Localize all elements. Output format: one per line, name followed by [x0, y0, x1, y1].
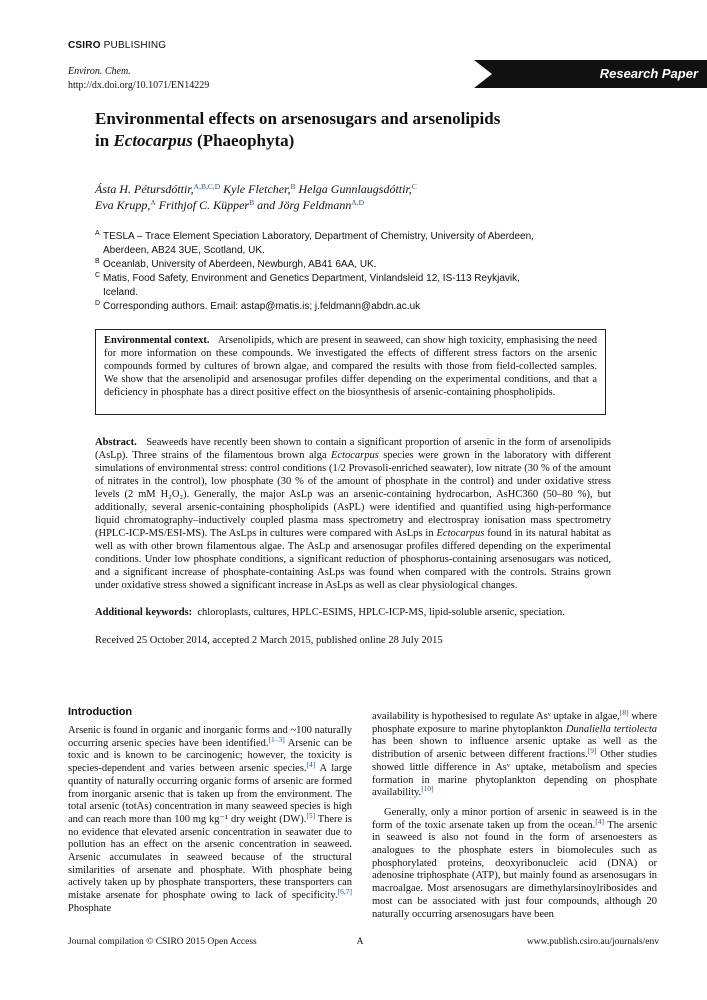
publisher-logo [68, 40, 166, 51]
affiliation-item [95, 258, 615, 272]
section-heading: Introduction [68, 706, 133, 718]
affiliation-line: TESLA – Trace Element Speciation Laboratory, Department of Chemistry, University of Aberdeen, [103, 231, 534, 242]
citation-link[interactable]: [4] [306, 760, 316, 770]
title-line-1: Environmental effects on arsenosugars and arsenolipids [95, 109, 501, 128]
affiliation-mark: A [95, 230, 100, 237]
affiliation-marker[interactable]: C [411, 182, 417, 191]
affiliation-line: Corresponding authors. Email: astap@matis.is; j.feldmann@abdn.ac.uk [103, 301, 421, 312]
citation-link[interactable]: [9] [587, 746, 597, 756]
keywords-label: Additional keywords: [95, 607, 193, 618]
affiliation-line: Matis, Food Safety, Environment and Genetics Department, Vinlandsleid 12, IS-113 Reykjavik, [103, 273, 520, 284]
abstract [95, 436, 611, 592]
title-line-2 [95, 130, 615, 152]
intro-paragraph [68, 725, 352, 916]
journal-name: Environ. Chem. [68, 66, 131, 77]
species-name: Dunaliella tertiolecta [565, 723, 657, 735]
intro-paragraph [372, 708, 657, 800]
keywords [95, 606, 611, 619]
article-title [95, 108, 615, 152]
author-name: Frithjof C. Küpper [155, 197, 250, 212]
title-post: (Phaeophyta) [192, 131, 295, 150]
body-text: has been shown to influence arsenic uptake as well as the distribution of arsenic between different fractions. [372, 736, 657, 761]
publisher-bold: CSIRO [68, 40, 101, 51]
abstract-genus: Ectocarpus [330, 450, 379, 461]
body-text: Arsenic is found in organic and inorganic forms and ~100 naturally occurring arsenic species have been identified. [68, 725, 352, 749]
citation-link[interactable]: [4] [595, 816, 604, 826]
citation-link[interactable]: [1–3] [268, 734, 285, 744]
publisher-rest: PUBLISHING [100, 40, 167, 51]
received-dates: Received 25 October 2014, accepted 2 March 2015, published online 28 July 2015 [95, 635, 443, 646]
affiliation-item [95, 300, 615, 314]
author-name: Ásta H. Pétursdóttir, [95, 182, 194, 196]
author-list [95, 182, 615, 213]
context-text: Arsenolipids, which are present in seaweed, can show high toxicity, emphasising the need for more information on these compounds. We investigated the effects of different stress factors on the arsenic compounds formed by cultures of brown algae, and compared the results with those from field-collected samples. We show that the arsenolipid and arsenosugar profiles differ depending on the experimental conditions, and that a deficiency in phosphate has a direct positive effect on the biosynthesis of arsenic-containing phospholipids. [104, 335, 598, 398]
abstract-text: Seaweeds have recently been shown to contain a significant proportion of arsenic in the form of arsenolipids (AsLp). Three strains of the filamentous brown alga [95, 437, 611, 461]
abstract-label: Abstract. [95, 437, 137, 448]
body-text: There is no evidence that elevated arsenic concentration in seawater due to pollution has an effect on the arsenic concentration in seaweed. Arsenic accumulates in seaweed because of the structural similarities of arsenate and phosphate. With phosphate being actively taken up by phosphate transporters, these transporters can mistake arsenate for phosphate owing to lack of specificity. [68, 813, 353, 902]
author-name: Helga Gunnlaugsdóttir, [295, 182, 412, 196]
affiliation-item [95, 230, 615, 258]
author-name: Kyle Fletcher, [220, 182, 291, 196]
abstract-genus: Ectocarpus [436, 528, 485, 539]
affiliation-line: Iceland. [103, 287, 139, 298]
abstract-text: found in its natural habitat as well as with other brown filamentous algae. The AsLp and arsenosugar profiles differed depending on the experimental conditions. Under low phosphate conditions, a significant reduction of phosphorus-containing arsenosugars was noticed, and a significant increase of phosphate-containing AsLps was found when compared with the controls. Strains grown under oxidative stress showed a significant increase in AsLps as well as clear physiological changes. [95, 528, 612, 591]
body-text: The arsenic in seaweed is also not found in the form of arsenoesters as analogues to the phosphate esters in biomolecules such as phosphorylated proteins, deoxyribonucleic acid (DNA) or adenosine triphosphate (ATP), but mainly found as arsenosugars in macroalgae. Most arsenosugars are dimethylarsinoylribosides and most can be associated with just four compounds, although 20 naturally occurring arsenosugars have been [372, 819, 657, 920]
author-name: Eva Krupp, [95, 197, 151, 212]
body-text: Other studies showed little difference in Asᵛ uptake, metabolism and species formation in marine phytoplankton depending on phosphate availability. [372, 749, 657, 799]
affiliation-marker[interactable]: A [150, 197, 156, 207]
affiliation-line: Oceanlab, University of Aberdeen, Newburgh, AB41 6AA, UK. [103, 259, 377, 270]
author-name: and Jörg Feldmann [254, 197, 352, 212]
body-text: where phosphate exposure to marine phytoplankton [372, 711, 657, 735]
footer-copyright: Journal compilation © CSIRO 2015 Open Access [68, 937, 257, 947]
affiliation-marker[interactable]: B [290, 182, 296, 191]
title-pre: in [95, 131, 114, 150]
affiliation-marker[interactable]: A,D [351, 197, 365, 207]
intro-column-left [68, 725, 352, 916]
affiliation-mark: B [95, 258, 100, 265]
author-line-1 [95, 182, 615, 198]
affiliation-mark: C [95, 272, 101, 279]
author-line-2 [95, 198, 615, 214]
affiliation-item [95, 272, 615, 300]
citation-link[interactable]: [5] [306, 810, 316, 820]
affiliation-marker[interactable]: B [249, 197, 255, 207]
abstract-text: species were grown in the laboratory with different simulations of environmental stress: control conditions (1/2 Provasoli-enriched seawater), low nitrate (30 % of the amount of nitrates in the control), low phosphate (30 % of the amount of phosphate in the control) and under oxidative stress levels (2 mM H₂O₂). Generally, the major AsLp was an arsenic-containing hydrocarbon, AsHC360 (50–80 %), but additionally, several arsenic-containing phospholipids (AsPL) were identified and quantified using high-performance liquid chromatography–inductively coupled plasma mass spectrometry and electrospray ionisation mass spectrometry (HPLC-ICP-MS/ESI-MS). The AsLps in cultures were compared with AsLps in [95, 450, 611, 539]
citation-link[interactable]: [6,7] [337, 887, 352, 897]
body-text: Phosphate [68, 902, 112, 914]
affiliation-marker[interactable]: A,B,C,D [193, 182, 221, 191]
section-label: Research Paper [599, 66, 698, 81]
body-text: Arsenic can be toxic and is known to be carcinogenic; however, the toxicity is species-dependent and varies between arsenic species. [68, 737, 352, 775]
affiliation-line: Aberdeen, AB24 3UE, Scotland, UK. [103, 245, 265, 256]
environmental-context [104, 334, 597, 399]
body-text: availability is hypothesised to regulate Asᵛ uptake in algae, [372, 711, 620, 722]
intro-paragraph [372, 807, 657, 921]
affiliations [95, 230, 615, 314]
keywords-text: chloroplasts, cultures, HPLC-ESIMS, HPLC-ICP-MS, lipid-soluble arsenic, speciation. [197, 607, 565, 618]
body-text: A large quantity of naturally occurring organic forms of arsenic are formed from inorganic arsenic that is taken up from the environment. The total arsenic (totAs) concentration in many seaweed species is high and can reach more than 100 mg kg⁻¹ dry weight (DW). [68, 763, 352, 825]
citation-link[interactable]: [8] [619, 708, 629, 717]
doi-link[interactable]: http://dx.doi.org/10.1071/EN14229 [68, 80, 210, 91]
affiliation-mark: D [95, 300, 101, 307]
page-number: A [356, 937, 364, 947]
citation-link[interactable]: [10] [421, 784, 434, 794]
context-label: Environmental context. [104, 335, 210, 346]
footer-url[interactable]: www.publish.csiro.au/journals/env [526, 937, 659, 947]
intro-column-right [372, 708, 657, 921]
title-genus: Ectocarpus [113, 131, 193, 150]
body-text: Generally, only a minor portion of arsenic in seaweed is in the form of the toxic arsenate taken up from the ocean. [372, 806, 657, 831]
environmental-context-box [95, 329, 606, 415]
